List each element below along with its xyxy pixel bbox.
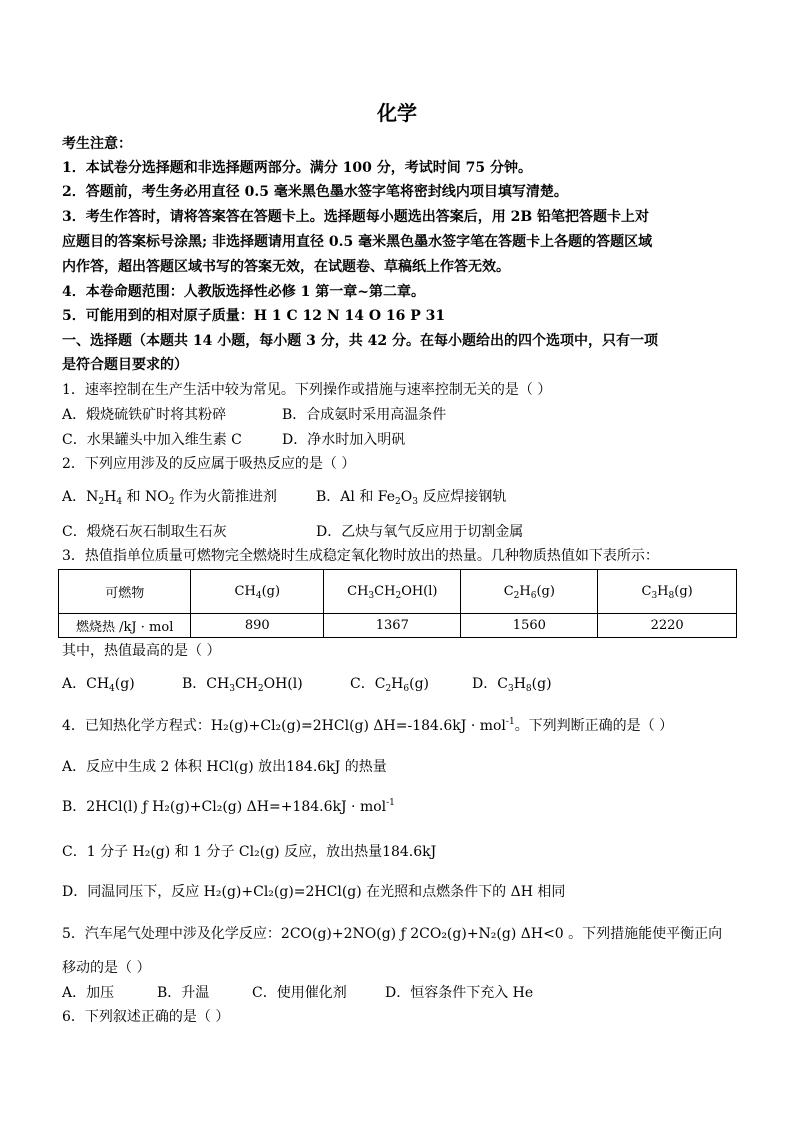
q5-option-b: B．升温 [157, 985, 210, 1001]
notice-item-3-cont: 应题目的答案标号涂黑; 非选择题请用直径 0.5 毫米黑色墨水签字笔在答题卡上各题的答题区域 [62, 234, 653, 250]
q3-option-b: B．$CH_3CH_2OH(l)$ [182, 676, 303, 694]
table-row-label: 燃烧热 /kJ · mol [59, 614, 191, 638]
q2-option-c: C．煅烧石灰石制取生石灰 [62, 524, 227, 540]
notice-item-4: 4．本卷命题范围：人教版选择性必修 1 第一章~第二章。 [62, 284, 425, 300]
table-header-ch4: $CH_4(g)$ [191, 570, 324, 614]
q4-equation: H₂(g)+Cl₂(g)=2HCl(g) ΔH=-184.6kJ · mol [210, 718, 506, 734]
q2-option-b: B．Al 和 $Fe_2O_3$ 反应焊接钢轨 [316, 489, 507, 507]
page-title: 化学 [377, 101, 417, 125]
notice-heading: 考生注意： [62, 136, 132, 152]
section-heading-cont: 是符合题目要求的） [62, 357, 188, 373]
q3-option-a: A．$CH_4(g)$ [62, 676, 135, 694]
q1-option-b: B．合成氨时采用高温条件 [282, 407, 447, 423]
notice-item-3: 3．考生作答时，请将答案答在答题卡上。选择题每小题选出答案后，用 2B 铅笔把答题卡上对 [62, 209, 650, 225]
notice-item-1: 1．本试卷分选择题和非选择题两部分。满分 100 分，考试时间 75 分钟。 [62, 160, 532, 176]
q4-option-d: D．同温同压下，反应 H₂(g)+Cl₂(g)=2HCl(g) 在光照和点燃条件下的 ΔH 相同 [62, 884, 566, 900]
table-header-c2h6: $C_2H_6(g)$ [461, 570, 598, 614]
q3-option-b-label: B． [182, 676, 207, 692]
q3-option-d: D．$C_3H_8(g)$ [472, 676, 552, 694]
q2-option-a: A．$N_2H_4$ 和 $NO_2$ 作为火箭推进剂 [62, 489, 277, 507]
q5-stem: 5．汽车尾气处理中涉及化学反应：2CO(g)+2NO(g) ƒ 2CO₂(g)+N₂(g) ΔH<0 。下列措施能使平衡正向 [62, 926, 723, 942]
q4-option-b-text: B．2HCl(l) ƒ H₂(g)+Cl₂(g) ΔH=+184.6kJ · mol [62, 799, 387, 815]
table-cell: 2220 [598, 614, 737, 638]
q2-option-a-text: 作为火箭推进剂 [178, 489, 277, 505]
notice-item-2: 2．答题前，考生务必用直径 0.5 毫米黑色墨水签字笔将密封线内项目填写清楚。 [62, 184, 568, 200]
q3-stem: 3．热值指单位质量可燃物完全燃烧时生成稳定氧化物时放出的热量。几种物质热值如下表所示： [62, 548, 659, 564]
table-cell: 1560 [461, 614, 598, 638]
q3-option-c-label: C． [350, 676, 375, 692]
table-header-c3h8: $C_3H_8(g)$ [598, 570, 737, 614]
q5-stem-cont: 移动的是（ ） [62, 960, 151, 976]
section-heading: 一、选择题（本题共 14 小题，每小题 3 分，共 42 分。在每小题给出的四个选项中，只有一项 [62, 333, 658, 349]
q2-stem: 2．下列应用涉及的反应属于吸热反应的是（ ） [62, 456, 356, 472]
q4-option-c: C．1 分子 H₂(g) 和 1 分子 Cl₂(g) 反应，放出热量184.6kJ [62, 844, 437, 860]
table-cell: 890 [191, 614, 324, 638]
q2-option-b-text: 反应焊接钢轨 [422, 489, 507, 505]
q4-stem: 4．已知热化学方程式：H₂(g)+Cl₂(g)=2HCl(g) ΔH=-184.6kJ · mol$^{-1}$。下列判断正确的是（ ） [62, 717, 674, 734]
notice-item-5: 5．可能用到的相对原子质量：H 1 C 12 N 14 O 16 P 31 [62, 308, 446, 324]
q6-stem: 6．下列叙述正确的是（ ） [62, 1009, 230, 1025]
q4-stem-suffix: 。下列判断正确的是（ ） [514, 718, 674, 734]
table-cell: 1367 [324, 614, 461, 638]
q1-option-c: C．水果罐头中加入维生素 C [62, 432, 242, 448]
q5-option-a: A．加压 [62, 985, 115, 1001]
q3-option-d-label: D． [472, 676, 498, 692]
q2-option-d: D．乙炔与氧气反应用于切割金属 [316, 524, 524, 540]
q4-stem-prefix: 4．已知热化学方程式： [62, 718, 211, 734]
q4-option-b: B．2HCl(l) ƒ H₂(g)+Cl₂(g) ΔH=+184.6kJ · mol$^{-1}$ [62, 798, 395, 815]
notice-item-3-cont2: 内作答，超出答题区域书写的答案无效，在试题卷、草稿纸上作答无效。 [62, 259, 510, 275]
q5-option-d: D．恒容条件下充入 He [385, 985, 534, 1001]
q1-option-d: D．净水时加入明矾 [282, 432, 406, 448]
q4-option-a: A．反应中生成 2 体积 HCl(g) 放出184.6kJ 的热量 [62, 759, 387, 775]
q1-option-a: A．煅烧硫铁矿时将其粉碎 [62, 407, 227, 423]
q1-stem: 1．速率控制在生产生活中较为常见。下列操作或措施与速率控制无关的是（ ） [62, 382, 552, 398]
heat-value-table [58, 569, 737, 638]
q3-option-a-label: A． [62, 676, 87, 692]
q3-after: 其中，热值最高的是（ ） [62, 643, 221, 659]
table-header-fuel: 可燃物 [59, 570, 191, 614]
q2-option-a-label: A． [62, 489, 87, 505]
q2-option-b-label: B． [316, 489, 341, 505]
q3-option-c: C．$C_2H_6(g)$ [350, 676, 430, 694]
q5-option-c: C．使用催化剂 [252, 985, 347, 1001]
table-header-ethanol: $CH_3CH_2OH(l)$ [324, 570, 461, 614]
